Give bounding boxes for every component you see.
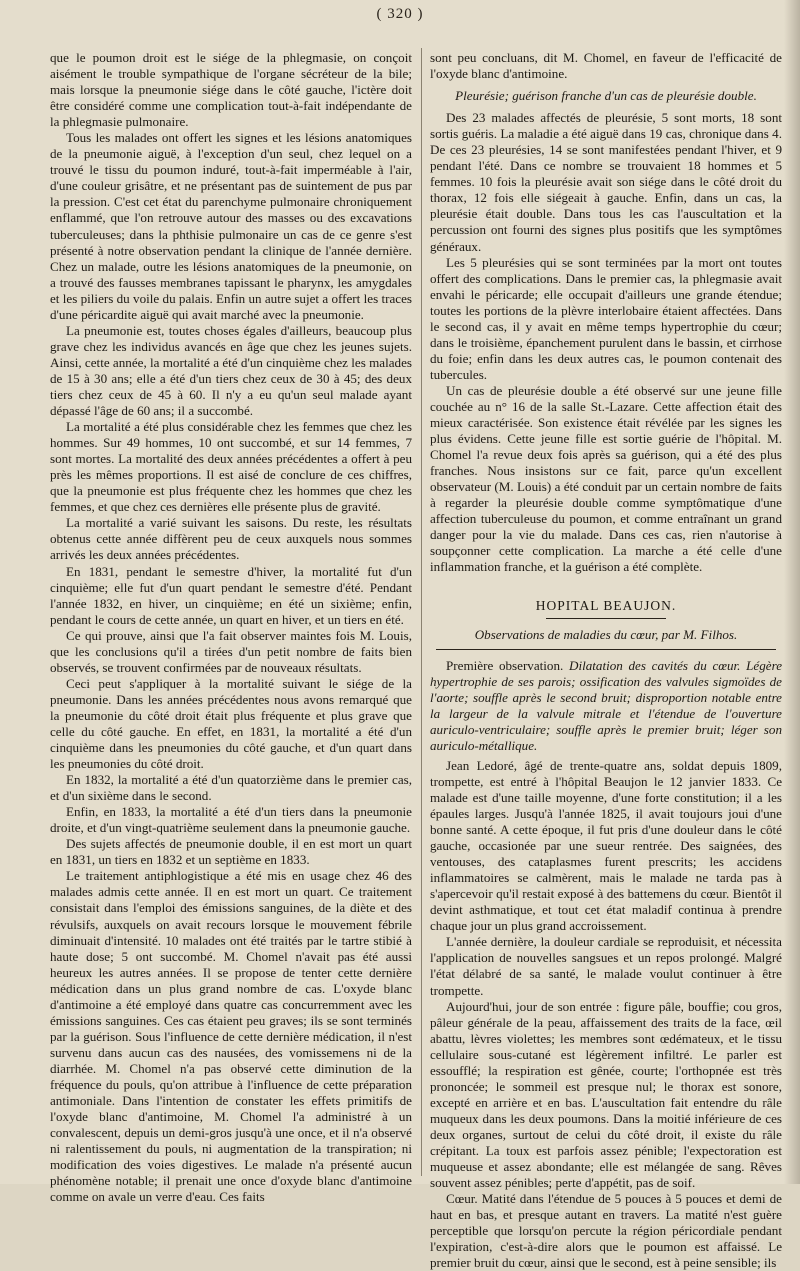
pleuresie-paragraph: Un cas de pleurésie double a été observé sur une jeune fille couchée au n° 16 de la salle St.-Lazare. Cette affection était des mieux caractérisée. Son existence était révélée par les signes les plus évidens. Cette jeune fille est sortie guérie de l'hôpital. M. Chomel l'a revue deux fois après sa guérison, qui a été des plus franches. Nous insistons sur ce fait, parce qu'un excellent observateur (M. Louis) a été conduit par un certain nombre de faits à regarder la pleurésie double comme symptômatique d'une affection tuberculeuse du poumon, et comme entraînant un grand danger pour la vie du malade. Dans ces cas, rien n'autorise à soupçonner cette complication. La marche a été celle d'une inflammation franche, et la guérison a été complète. bbox=[430, 382, 782, 575]
right-column bbox=[430, 50, 783, 1271]
page-edge-shadow bbox=[784, 0, 800, 1184]
pleuresie-paragraph: Des 23 malades affectés de pleurésie, 5 sont morts, 18 sont sortis guéris. La maladie a été aiguë dans 19 cas, chronique dans 4. De ces 23 pleurésies, 14 se sont manifestées pendant l'hiver, et 9 pendant l'été. Dans ce nombre se trouvaient 18 hommes et 5 femmes. 10 fois la pleurésie avait son siége dans le côté droit du thorax, 12 fois elle siégeait à gauche. Enfin, dans un cas, la pleurésie était double. Dans tous les cas l'auscultation et la percussion ont fourni des signes plus positifs que les symptômes généraux. bbox=[430, 110, 782, 254]
hospital-heading: HOPITAL BEAUJON. bbox=[535, 597, 677, 613]
observation-label: Première observation. bbox=[446, 657, 564, 673]
section-rule bbox=[436, 649, 776, 650]
pleuresie-heading: Pleurésie; guérison franche d'un cas de pleurésie double. bbox=[455, 88, 757, 104]
left-paragraph: La mortalité a varié suivant les saisons. Du reste, les résultats obtenus cette année diffèrent peu de ceux auxquels nous sommes arrivés les deux années précédentes. bbox=[50, 515, 412, 563]
left-paragraph: Tous les malades ont offert les signes et les lésions anatomiques de la pneumonie aiguë, à l'exception d'un seul, chez lequel on a trouvé le tissu du poumon induré, tout-à-fait imperméable à l'air, d'une couleur grisâtre, et ne présentant pas de suintement de pus par la pression. C'est cet état du parenchyme pulmonaire chroniquement enflammé, que l'on retrouve autour des masses ou des excavations tuberculeuses; dans la phthisie pulmonaire un cas de ce genre s'est présenté à notre observation pendant la clinique de l'année dernière. Chez un malade, outre les lésions anatomiques de la pneumonie, on a trouvé des fausses membranes tapissant le pharynx, les amygdales et les piliers du voile du palais. Enfin un autre sujet a offert les traces d'une péricardite aiguë qui avait marché avec la pneumonie. bbox=[50, 130, 412, 322]
column-divider bbox=[421, 48, 422, 1176]
left-paragraph: La mortalité a été plus considérable chez les femmes que chez les hommes. Sur 49 hommes, 10 ont succombé, et sur 14 femmes, 7 sont mortes. La mortalité des deux années précédentes a offert à peu près les mêmes proportions. Il est aisé de conclure de ces chiffres, que la pneumonie est plus fréquente chez les hommes que chez les femmes, et que chez ces dernières elle présente plus de gravité. bbox=[50, 419, 412, 515]
observations-heading: Observations de maladies du cœur, par M. Filhos. bbox=[474, 626, 738, 642]
observation-paragraph: Cœur. Matité dans l'étendue de 5 pouces à 5 pouces et demi de haut en bas, et presque autant en travers. La matité n'est guère perceptible que lorsqu'on percute la région péricordiale pendant l'expiration, c'est-à-dire alors que le poumon est affaissé. Le premier bruit du cœur, ainsi que le second, est à peine sensible; ils bbox=[430, 1191, 782, 1271]
observation-title: Dilatation des cavités du cœur. Légère hypertrophie de ses parois; ossification des valvules sigmoïdes de l'aorte; souffle après le second bruit; disproportion notable entre la largeur de la valvule mitrale et l'étendue de l'ouverture auriculo-ventriculaire; souffle après le premier bruit; léger son auriculo-métallique. bbox=[430, 657, 783, 753]
pleuresie-paragraph: Les 5 pleurésies qui se sont terminées par la mort ont toutes offert des complications. Dans le premier cas, la phlegmasie avait envahi le péricarde; elle occupait d'ailleurs une grande étendue; toutes les portions de la plèvre interlobaire étaient affectées. Dans le second cas, il y avait en même temps hypertrophie du cœur; dans le troisième, épanchement purulent dans le bassin, et cirrhose du foie; enfin dans les deux autres cas, le poumon contenait des tubercules. bbox=[430, 254, 782, 382]
page-number: ( 320 ) bbox=[376, 6, 424, 22]
left-paragraph: Ceci peut s'appliquer à la mortalité suivant le siége de la pneumonie. Dans les années précédentes nous avons remarqué que la pneumonie du côté droit était plus fréquente et plus grave que celle du côté gauche. En effet, en 1831, la mortalité a été d'un cinquième dans les pneumonies du côté gauche, et d'un quart dans les pneumonies du côté droit. bbox=[50, 675, 412, 772]
left-paragraph: Enfin, en 1833, la mortalité a été d'un tiers dans la pneumonie droite, et d'un vingt-quatrième seulement dans la pneumonie gauche. bbox=[50, 804, 412, 836]
left-paragraph: Le traitement antiphlogistique a été mis en usage chez 46 des malades admis cette année. Il en est mort un quart. Ce traitement consistait dans l'emploi des émissions sanguines, de la diète et des révulsifs, auxquels on avait recours lorsque le mouvement fébrile diminuait d'intensité. 10 malades ont été traités par le tartre stibié à haute dose; 5 ont succombé. M. Chomel n'avait pas été aussi heureux les autres années. Il se propose de tenter cette dernière médication dans un plus grand nombre de cas. L'oxyde blanc d'antimoine a été employé dans quatre cas concurremment avec les émissions sanguines. Ces cas étaient peu graves; ils se sont terminés par la guérison. Sous l'influence de cette dernière médication, il n'est survenu dans aucun cas des nausées, des vomissemens ni de la diarrhée. M. Chomel n'a pas observé cette diminution de la fréquence du pouls, qu'on attribue à l'influence de cette préparation antimoniale. Dans l'intention de constater les effets primitifs de l'oxyde blanc d'antimoine, M. Chomel l'a administré à un convalescent, depuis un demi-gros jusqu'à une once, et il n'a observé ni ralentissement du pouls, ni augmentation de la transpiration; ni modification des voies digestives. Le malade n'a présenté aucun phénomène notable; il prenait une once d'oxyde blanc d'antimoine comme on avale un verre d'eau. Ces faits bbox=[50, 868, 412, 1205]
right-intro-paragraph: sont peu concluans, dit M. Chomel, en faveur de l'efficacité de l'oxyde blanc d'antimoine. bbox=[430, 50, 782, 82]
observation-paragraph: Jean Ledoré, âgé de trente-quatre ans, soldat depuis 1809, trompette, est entré à l'hôpital Beaujon le 12 janvier 1833. Ce malade est d'une taille moyenne, d'une forte constitution; il a les épaules larges. Jusqu'à l'année 1825, il avait toujours joui d'une bonne santé. A cette époque, il fut pris d'une douleur dans le côté gauche, occasionée par une sueur rentrée. Des saignées, des ventouses, des cataplasmes furent prescrits; les accidens inflammatoires se calmèrent, mais le malade ne tarda pas à s'apercevoir qu'il restait exposé à des battemens du cœur. Bientôt il devint asthmatique, et tout cet état maladif continua à prendre chaque jour un plus grand accroissement. bbox=[430, 757, 782, 934]
left-paragraph: que le poumon droit est le siége de la phlegmasie, on conçoit aisément le trouble sympathique de l'organe sécréteur de la bile; mais lorsque la pneumonie siége dans le côté gauche, l'ictère doit être considéré comme une complication tout-à-fait indépendante de la phlegmasie pulmonaire. bbox=[50, 50, 412, 130]
heading-rule bbox=[546, 618, 666, 619]
left-paragraph: En 1831, pendant le semestre d'hiver, la mortalité fut d'un cinquième; elle fut d'un quart pendant le semestre d'été. Pendant l'année 1832, en hiver, un cinquième; en été un sixième; enfin, pendant le cours de cette année, un quart en hiver, et un tiers en été. bbox=[50, 563, 412, 627]
left-paragraph: Des sujets affectés de pneumonie double, il en est mort un quart en 1831, un tiers en 1832 et un septième en 1833. bbox=[50, 836, 412, 868]
observation-paragraph: L'année dernière, la douleur cardiale se reproduisit, et nécessita l'application de nouvelles sangsues et un repos prolongé. Malgré l'état délabré de sa santé, le malade voulut continuer à être trompette. bbox=[430, 934, 782, 998]
left-paragraph: Ce qui prouve, ainsi que l'a fait observer maintes fois M. Louis, que les conclusions qu'il a tirées d'un petit nombre de faits bien observés, se trouvent confirmées par de nouveaux résultats. bbox=[50, 627, 412, 675]
left-paragraph: En 1832, la mortalité a été d'un quatorzième dans le premier cas, et d'un sixième dans le second. bbox=[50, 772, 412, 804]
observation-heading bbox=[430, 658, 782, 754]
left-column bbox=[50, 50, 412, 1205]
observation-paragraph: Aujourd'hui, jour de son entrée : figure pâle, bouffie; cou gros, pâleur générale de la peau, affaissement des traits de la face, œil abattu, lèvres violettes; les membres sont œdémateux, et le tissu cellulaire sous-cutané est légèrement infiltré. Le parler est essoufflé; la respiration est gênée, courte; l'orthopnée est très prononcée; le sommeil est presque nul; le thorax est sonore, excepté en arrière et en bas. L'auscultation fait entendre du râle muqueux dans les deux poumons. Dans la moitié inférieure de ces deux organes, surtout de celui du côté droit, il existe du râle crépitant. La toux est parfois assez pénible; l'expectoration est muqueuse et assez abondante; elle est mélangée de sang. Rêves souvent assez pénibles; perte d'appétit, pas de soif. bbox=[430, 998, 782, 1191]
left-paragraph: La pneumonie est, toutes choses égales d'ailleurs, beaucoup plus grave chez les individus avancés en âge que chez les jeunes sujets. Ainsi, cette année, la mortalité a été d'un cinquième chez les malades de 15 à 30 ans; elle a été d'un tiers chez ceux de 30 à 45; des deux tiers chez ceux de 45 à 60. Il n'y a eu qu'un seul malade ayant dépassé l'âge de 60 ans; il a succombé. bbox=[50, 322, 412, 419]
